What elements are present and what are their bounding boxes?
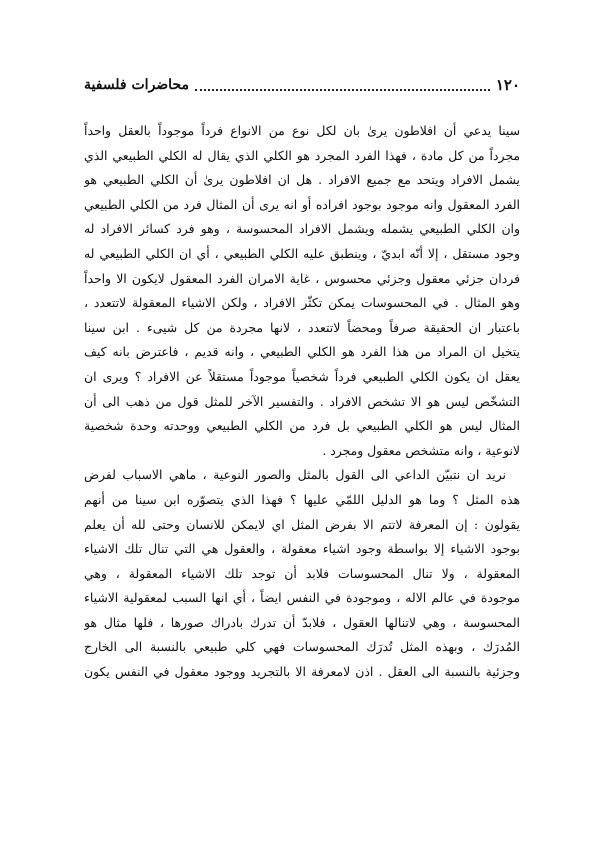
text-line: هذه المثل ؟ وما هو الدليل اللمّي عليها ؟ فهذا الذي يتصوّره ابن سينا من أنهم <box>84 491 520 507</box>
text-line: المثال ليس هو الكلي الطبيعي بل فرد من الكلي الطبيعي ووحدته وحدة شخصية <box>84 418 520 434</box>
running-header <box>84 74 520 96</box>
text-line: وجود مستقل ، إلا أنّه ابديّ ، وينطبق عليه الكلي الطبيعي ، أي ان الكلي الطبيعي له <box>84 245 520 261</box>
text-line: لانوعية ، وانه متشخص معقول ومجرد . <box>322 442 520 458</box>
text-line: سينا يدعي أن افلاطون يرىٰ بان لكل نوع من الانواع فرداً موجوداً بالعقل واحداً <box>84 123 520 138</box>
text-line: المُدرَك ، وبهذه المثل تُدرَك المحسوسات فهي كلي طبيعي بالنسبة الى الخارج <box>84 639 520 655</box>
text-line: يتخيل ان المراد من هذا الفرد هو الكلي الطبيعي ، وانه قديم ، فاعترض بانه كيف <box>84 344 520 360</box>
text-line: باعتبار ان الحقيقة صرفاً ومحضاً لاتتعدد ، لانها مجردة من كل شيىء . ابن سينا <box>84 319 520 335</box>
text-line: يقولون : إن المعرفة لاتتم الا بفرض المثل اي لايمكن للانسان وحتى لله أن يعلم <box>84 516 520 532</box>
text-line: بوجود الاشياء إلا بواسطة وجود اشياء معقولة ، والعقول هي التي تنال تلك الاشياء <box>84 541 520 557</box>
text-line: نريد ان نتبيّن الداعي الى القول بالمثل والصور النوعية ، ماهي الاسباب لفرض <box>84 467 506 483</box>
body-text <box>84 119 520 685</box>
header-dotted-leader <box>195 79 490 91</box>
header-title: محاضرات فلسفية <box>84 77 189 93</box>
text-line: مجرداً من كل مادة ، فهذا الفرد المجرد هو الكلي الذي يقال له الكلي الطبيعي الذي <box>84 147 520 163</box>
text-line: موجودة في عالم الاله ، وموجودة في النفس ايضاً ، أي انها السبب لمعقولية الاشياء <box>84 590 520 606</box>
text-line: وهو المثال . في المحسوسات يمكن تكثّر الافراد ، ولكن الاشياء المعقولة لاتتعدد ، <box>84 295 520 311</box>
text-line: وان الكلي الطبيعي يشمله ويشمل الافراد المحسوسة ، وهو فرد كسائر الافراد له <box>84 221 520 237</box>
page-number: ١٢٠ <box>495 76 520 94</box>
text-line: وجزئية بالنسبة الى العقل . اذن لامعرفة الا بالتجريد ووجود معقول في النفس يكون <box>84 664 520 680</box>
text-line: التشخّص ليس هو الا تشخص الافراد . والتفسير الآخر للمثل قول من ذهب الى أن <box>84 393 520 409</box>
text-line: فردان جزئي معقول وجزئي محسوس ، غاية الامران الفرد المعقول لايكون الا واحداً <box>84 270 520 286</box>
text-line: يشمل الافراد ويتحد مع جميع الافراد . هل ان افلاطون يرىٰ أن الكلي الطبيعي هو <box>84 172 520 188</box>
text-line: المحسوسة ، وهي لاتنالها العقول ، فلابدّ أن تدرك بادراك صورها ، فلها مثال هو <box>84 614 520 630</box>
text-line: الفرد المعقول وانه موجود بوجود افراده أو انه يرى أن المثال فرد من الكلي الطبيعي <box>84 196 520 212</box>
paragraph-2 <box>84 463 520 684</box>
paragraph-1 <box>84 119 520 463</box>
text-line: المعقولة ، ولا تنال المحسوسات فلابد أن توجد تلك الاشياء المعقولة ، وهي <box>84 565 520 581</box>
text-line: يعقل ان يكون الكلي الطبيعي فرداً شخصياً موجوداً مستقلاً عن الافراد ؟ ويرى ان <box>84 368 520 384</box>
